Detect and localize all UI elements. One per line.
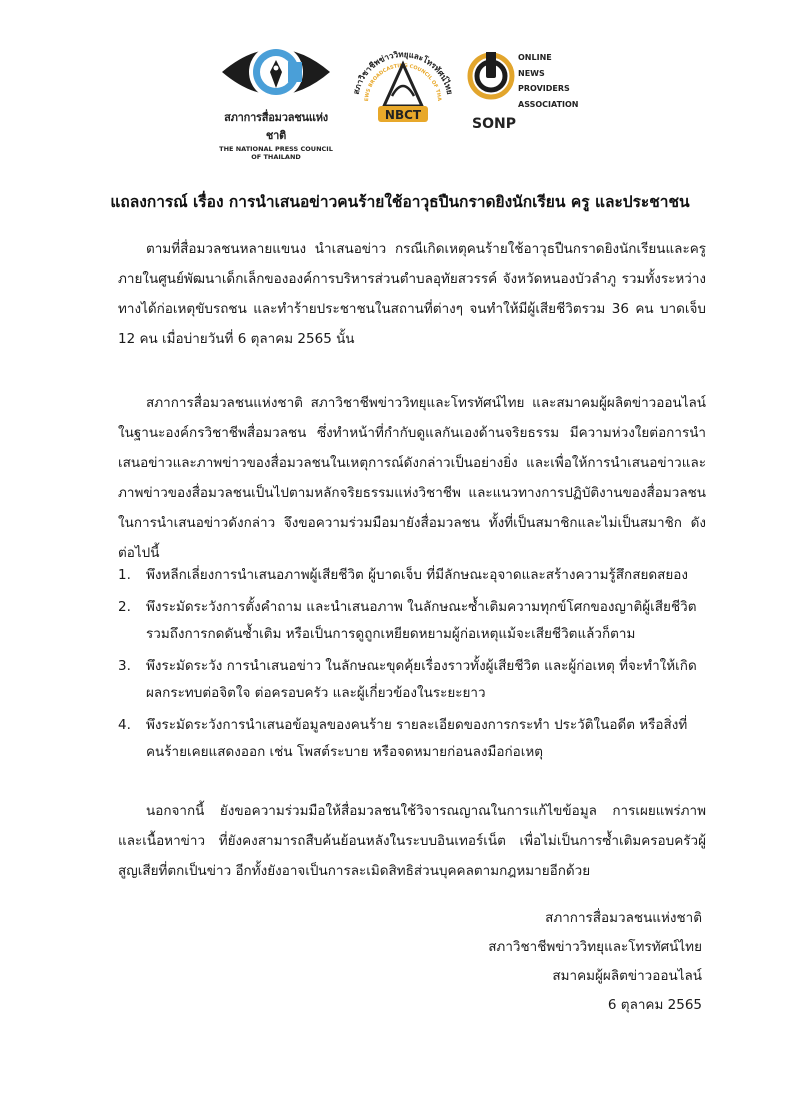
- nbct-name-en: EWS BROADCASTING COUNCIL OF THA: [363, 62, 443, 102]
- signatory-org: สมาคมผู้ผลิตข่าวออนไลน์: [552, 968, 702, 984]
- sonp-abbr: SONP: [472, 116, 516, 132]
- signature-block: [488, 904, 702, 1020]
- sonp-word: ASSOCIATION: [518, 99, 579, 109]
- npc-name-en: THE NATIONAL PRESS COUNCIL OF THAILAND: [219, 145, 333, 161]
- sonp-logo: [466, 38, 596, 134]
- list-item: [118, 712, 706, 766]
- logo-bar: [0, 36, 800, 161]
- statement-date: 6 ตุลาคม 2565: [607, 997, 702, 1013]
- power-icon: [466, 38, 516, 114]
- list-item: [118, 562, 706, 589]
- list-text: พึงระมัดระวัง การนำเสนอข่าว ในลักษณะขุดคุ้ยเรื่องราวทั้งผู้เสียชีวิต และผู้ก่อเหตุ ที่จะทำให้เกิดผลกระทบต่อจิตใจ ต่อครอบครัว และผู้เกี่ยวข้องในระยะยาว: [146, 658, 697, 701]
- list-item: [118, 653, 706, 707]
- nbct-logo: [344, 36, 462, 132]
- nbct-name-th: สภาวิชาชีพข่าววิทยุและโทรทัศน์ไทย: [351, 49, 455, 96]
- sonp-word: NEWS: [518, 68, 545, 78]
- npc-name-th: สภาการสื่อมวลชนแห่งชาติ: [224, 111, 328, 142]
- npc-eye-emblem: [216, 38, 336, 108]
- signatory-org: สภาวิชาชีพข่าววิทยุและโทรทัศน์ไทย: [488, 939, 702, 955]
- list-text: พึงระมัดระวังการนำเสนอข้อมูลของคนร้าย รายละเอียดของการกระทำ ประวัติในอดีต หรือสิ่งที่คนร้ายเคยแสดงออก เช่น โพสต์ระบาย หรือจดหมายก่อนลงมือก่อเหตุ: [146, 717, 688, 760]
- nbct-abbr: NBCT: [384, 108, 422, 122]
- sonp-word: ONLINE: [518, 53, 552, 62]
- npc-logo: [216, 38, 336, 161]
- list-number: 4.: [118, 717, 131, 733]
- guideline-list: [118, 562, 706, 771]
- signatory-org: สภาการสื่อมวลชนแห่งชาติ: [545, 910, 702, 926]
- list-number: 3.: [118, 658, 131, 674]
- paragraph-background: ตามที่สื่อมวลชนหลายแขนง นำเสนอข่าว กรณีเกิดเหตุคนร้ายใช้อาวุธปืนกราดยิงนักเรียนและครู ภายในศูนย์พัฒนาเด็กเล็กขององค์การบริหารส่วนตำบลอุทัยสวรรค์ จังหวัดหนองบัวลำภู รวมทั้งระหว่างทางได้ก่อเหตุขับรถชน และทำร้ายประชาชนในสถานที่ต่างๆ จนทำให้มีผู้เสียชีวิตรวม 36 คน บาดเจ็บ 12 คน เมื่อบ่ายวันที่ 6 ตุลาคม 2565 นั้น: [118, 241, 706, 347]
- statement-title: แถลงการณ์ เรื่อง การนำเสนอข่าวคนร้ายใช้อาวุธปืนกราดยิงนักเรียน ครู และประชาชน: [110, 193, 690, 211]
- paragraph-request: สภาการสื่อมวลชนแห่งชาติ สภาวิชาชีพข่าววิทยุและโทรทัศน์ไทย และสมาคมผู้ผลิตข่าวออนไลน์ ในฐานะองค์กรวิชาชีพสื่อมวลชน ซึ่งทำหน้าที่กำกับดูแลกันเองด้านจริยธรรม มีความห่วงใยต่อการนำเสนอข่าวและภาพข่าวของสื่อมวลชนในเหตุการณ์ดังกล่าวเป็นอย่างยิ่ง และเพื่อให้การนำเสนอข่าวและภาพข่าวของสื่อมวลชนเป็นไปตามหลักจริยธรรมแห่งวิชาชีพ และแนวทางการปฏิบัติงานของสื่อมวลชนในการนำเสนอข่าวดังกล่าว จึงขอความร่วมมือมายังสื่อมวลชน ทั้งที่เป็นสมาชิกและไม่เป็นสมาชิก ดังต่อไปนี้: [118, 395, 706, 561]
- sonp-word: PROVIDERS: [518, 84, 570, 93]
- paragraph-closing: นอกจากนี้ ยังขอความร่วมมือให้สื่อมวลชนใช้วิจารณญาณในการแก้ไขข้อมูล การเผยแพร่ภาพ และเนื้อหาข่าว ที่ยังคงสามารถสืบค้นย้อนหลังในระบบอินเทอร์เน็ต เพื่อไม่เป็นการซ้ำเติมครอบครัวผู้สูญเสียที่ตกเป็นข่าว อีกทั้งยังอาจเป็นการละเมิดสิทธิส่วนบุคคลตามกฎหมายอีกด้วย: [118, 803, 706, 879]
- list-number: 1.: [118, 567, 131, 583]
- sonp-words: [518, 50, 579, 112]
- list-text: พึงระมัดระวังการตั้งคำถาม และนำเสนอภาพ ในลักษณะซ้ำเติมความทุกข์โศกของญาติผู้เสียชีวิต รวมถึงการกดดันซ้ำเติม หรือเป็นการดูถูกเหยียดหยามผู้ก่อเหตุแม้จะเสียชีวิตแล้วก็ตาม: [146, 599, 697, 642]
- list-number: 2.: [118, 599, 131, 615]
- nbct-emblem: [344, 36, 462, 132]
- list-text: พึงหลีกเลี่ยงการนำเสนอภาพผู้เสียชีวิต ผู้บาดเจ็บ ที่มีลักษณะอุจาดและสร้างความรู้สึกสยดสยอง: [146, 567, 688, 583]
- list-item: [118, 594, 706, 648]
